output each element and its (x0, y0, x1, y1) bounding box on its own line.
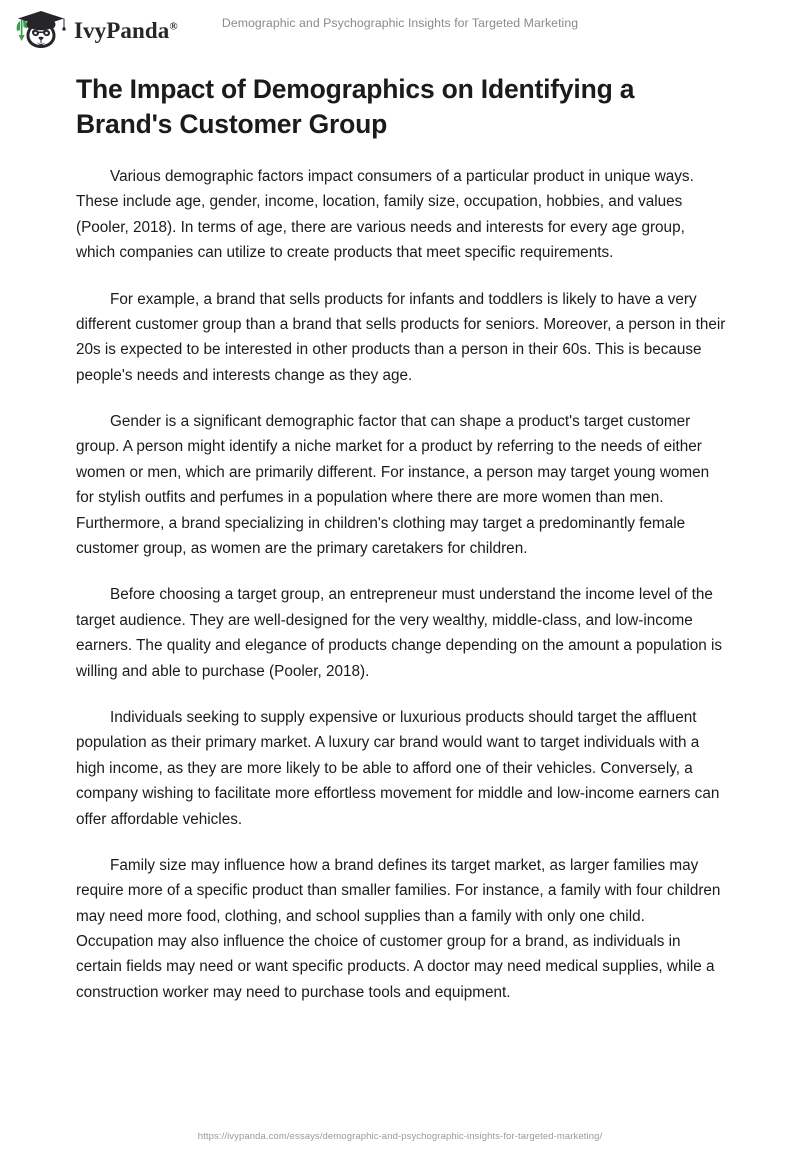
source-url-link[interactable]: https://ivypanda.com/essays/demographic-and-psychographic-insights-for-targeted-marketing/ (197, 1131, 603, 1142)
article-body (76, 72, 726, 1005)
paragraph-2: For example, a brand that sells products for infants and toddlers is likely to have a very different customer group than a brand that sells products for seniors. Moreover, a person in their 20s is expected to be interested in other products than a person in their 60s. This is because people's needs and interests change as they age. (76, 290, 726, 384)
page-header (0, 0, 800, 56)
paragraph-5: Individuals seeking to supply expensive or luxurious products should target the affluent population as their primary market. A luxury car brand would want to target individuals with a high income, as they are more likely to be able to afford one of their vehicles. Conversely, a company wishing to facilitate more effortless movement for middle and low-income earners can offer affordable vehicles. (76, 708, 720, 828)
paragraph-6: Family size may influence how a brand defines its target market, as larger families may require more of a specific product than smaller families. For instance, a family with four children may need more food, clothing, and school supplies than a family with only one child. Occupation may also influence the choice of customer group for a brand, as individuals in certain fields may need or want specific products. A doctor may need medical supplies, while a construction worker may need to purchase tools and equipment. (76, 856, 721, 1001)
page-footer (0, 1126, 800, 1144)
document-header-title: Demographic and Psychographic Insights for Targeted Marketing (221, 16, 579, 30)
brand-name-text: IvyPanda (74, 17, 170, 43)
page-title: The Impact of Demographics on Identifying a Brand's Customer Group (76, 74, 635, 139)
registered-trademark-icon: ® (169, 19, 178, 32)
paragraph-4: Before choosing a target group, an entrepreneur must understand the income level of the target audience. They are well-designed for the very wealthy, middle-class, and low-income earners. The quality and elegance of products change depending on the amount a population is willing and able to purchase (Pooler, 2018). (76, 586, 723, 680)
paragraph-3: Gender is a significant demographic factor that can shape a product's target customer group. A person might identify a niche market for a product by referring to the needs of either women or men, which are primarily different. For instance, a person may target young women for stylish outfits and perfumes in a population where there are more women than men. Furthermore, a brand specializing in children's clothing may target a predominantly female customer group, as women are the primary caretakers for children. (76, 413, 710, 558)
paragraph-1: Various demographic factors impact consumers of a particular product in unique ways. These include age, gender, income, location, family size, occupation, hobbies, and values (Pooler, 2018). In terms of age, there are various needs and interests for every age group, which companies can utilize to create products that meet specific requirements. (76, 167, 694, 262)
